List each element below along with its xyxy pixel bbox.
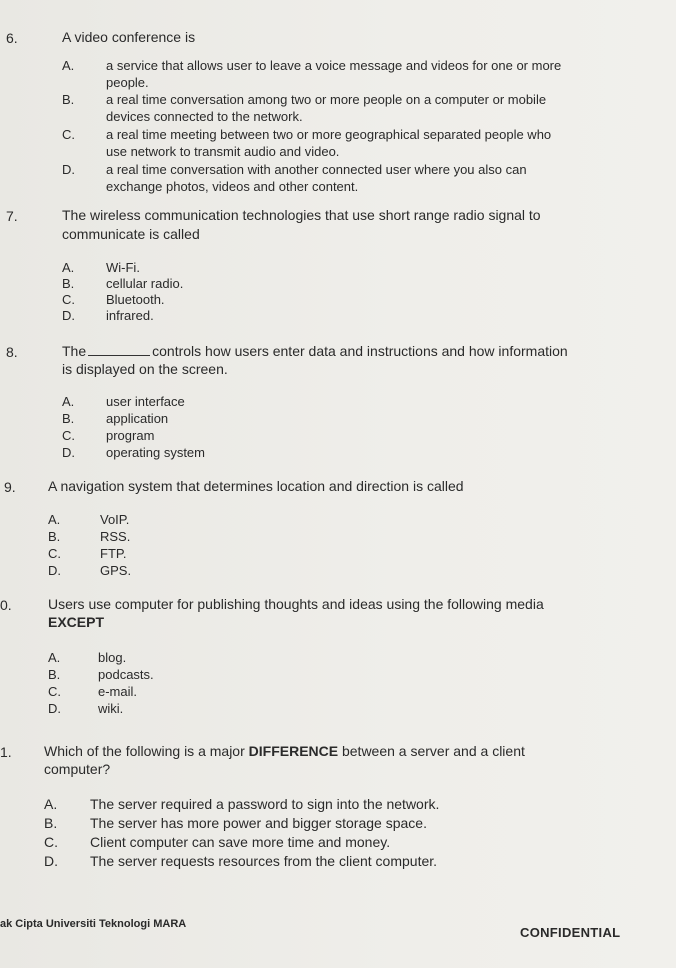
option-c: C. program xyxy=(62,428,155,443)
option-c: C. Client computer can save more time and money. xyxy=(44,834,391,850)
question-number: 6. xyxy=(6,30,18,46)
option-c: C. e-mail. xyxy=(48,684,138,699)
option-d: D. The server requests resources from the client computer. xyxy=(44,853,438,869)
option-b: B. The server has more power and bigger storage space. xyxy=(44,815,427,831)
option-a: A. a service that allows user to leave a voice message and videos for one or more people. xyxy=(62,58,562,90)
option-c: C. a real time meeting between two or more geographical separated people who use network to transmit audio and video. xyxy=(62,127,552,159)
question-number: 8. xyxy=(6,344,18,360)
question-text: A navigation system that determines location and direction is called xyxy=(48,478,464,494)
copyright-footer: ak Cipta Universiti Teknologi MARA xyxy=(0,918,187,930)
option-b: B. application xyxy=(62,411,169,426)
option-b: B. podcasts. xyxy=(48,667,154,682)
question-text-line-1: Which of the following is a major DIFFERENCE between a server and a client xyxy=(44,743,525,759)
option-d: D. wiki. xyxy=(48,701,124,716)
option-a: A. The server required a password to sign into the network. xyxy=(44,796,440,812)
question-text: A video conference is xyxy=(62,29,196,45)
option-c: C. FTP. xyxy=(48,546,127,561)
option-b: B. cellular radio. xyxy=(62,276,184,291)
question-number: 0. xyxy=(0,597,12,613)
answer-blank xyxy=(88,343,150,356)
option-d: D. operating system xyxy=(62,445,205,460)
question-number: 9. xyxy=(4,479,16,495)
confidential-label: CONFIDENTIAL xyxy=(520,925,621,940)
question-number: 1. xyxy=(0,744,12,760)
question-number: 7. xyxy=(6,208,18,224)
question-text-line-2: EXCEPT xyxy=(48,614,105,630)
option-d: D. GPS. xyxy=(48,563,132,578)
option-b: B. RSS. xyxy=(48,529,131,544)
question-text-line-1: The wireless communication technologies that use short range radio signal to xyxy=(62,207,541,223)
question-text-line-2: computer? xyxy=(44,761,111,777)
option-a: A. Wi-Fi. xyxy=(62,260,140,275)
option-c: C. Bluetooth. xyxy=(62,292,165,307)
option-a: A. VoIP. xyxy=(48,512,130,527)
option-b: B. a real time conversation among two or more people on a computer or mobile devices connected to the network. xyxy=(62,92,547,124)
option-d: D. a real time conversation with another connected user where you also can exchange photos, videos and other content. xyxy=(62,162,527,194)
question-text-line-1: The controls how users enter data and instructions and how information xyxy=(62,343,568,359)
question-text-line-2: is displayed on the screen. xyxy=(62,361,228,377)
option-a: A. blog. xyxy=(48,650,127,665)
question-text-line-2: communicate is called xyxy=(62,226,200,242)
question-text-line-1: Users use computer for publishing thoughts and ideas using the following media xyxy=(48,596,544,612)
option-a: A. user interface xyxy=(62,394,185,409)
option-d: D. infrared. xyxy=(62,308,154,323)
